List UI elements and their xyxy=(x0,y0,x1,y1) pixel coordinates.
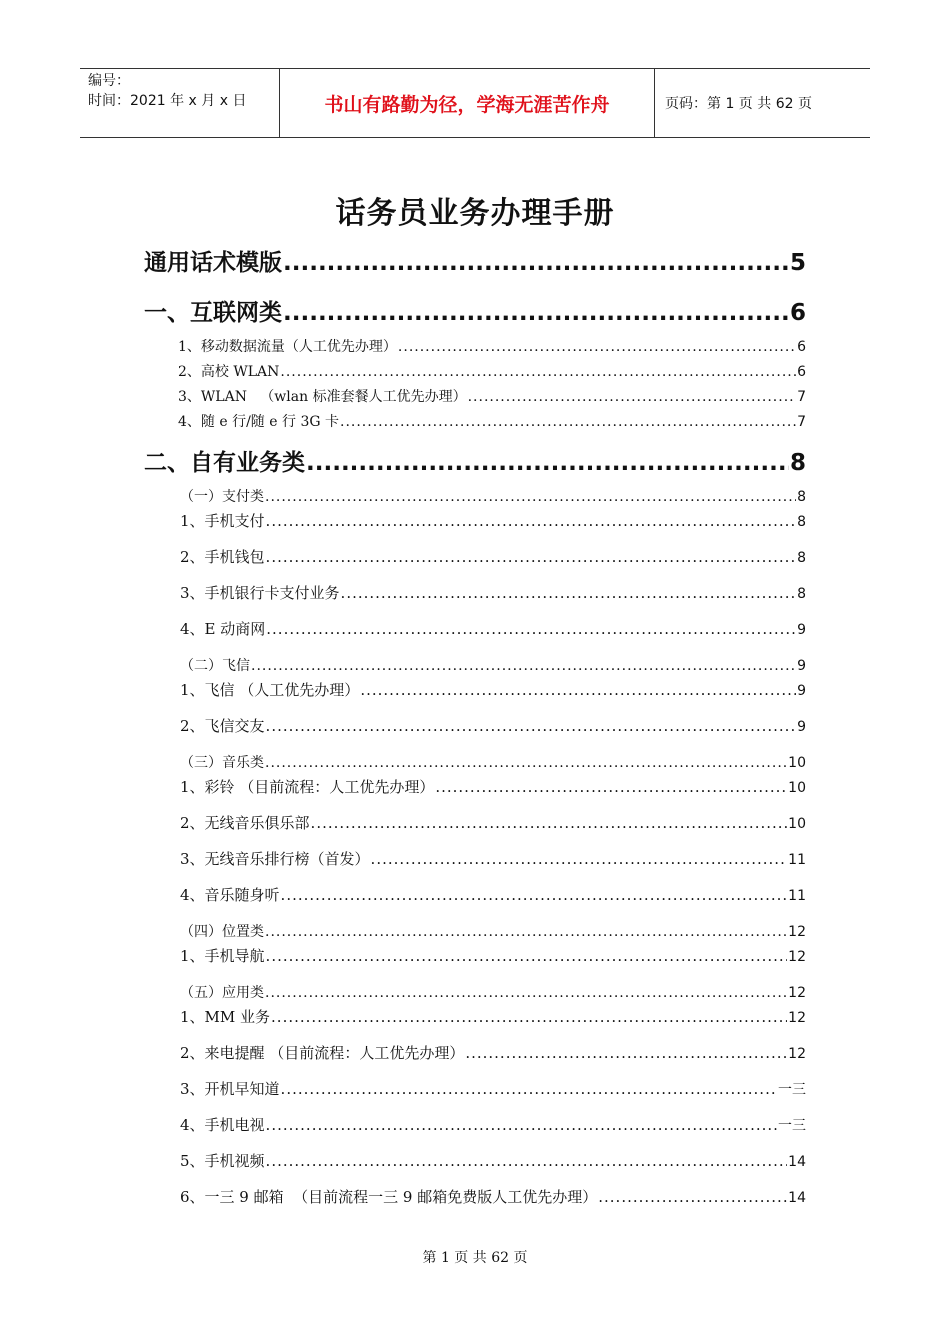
toc-entry-page: 12 xyxy=(788,949,806,965)
toc-entry[interactable] xyxy=(144,444,806,477)
toc-entry[interactable] xyxy=(144,244,806,277)
header-motto: 书山有路勤为径，学海无涯苦作舟 xyxy=(280,69,655,137)
toc-entry-page: 10 xyxy=(788,816,806,832)
toc-entry[interactable] xyxy=(180,1006,806,1027)
toc-entry-page: 9 xyxy=(797,658,806,674)
toc-entry-page: 12 xyxy=(788,924,806,940)
toc-entry-label: 3、无线音乐排行榜（首发） xyxy=(180,850,370,868)
toc-entry[interactable] xyxy=(180,1042,806,1063)
toc-entry-page: 12 xyxy=(788,985,806,1001)
toc-entry-label: 2、飞信交友 xyxy=(180,717,265,735)
toc-entry-page: 11 xyxy=(788,852,806,868)
toc-entry-page: 8 xyxy=(797,550,806,566)
toc-entry-page: 7 xyxy=(797,414,806,430)
document-time: 时间：2021 年 x 月 x 日 xyxy=(88,93,247,109)
toc-entry-label: （二）飞信 xyxy=(180,658,250,674)
toc-entry-page: 7 xyxy=(797,389,806,405)
toc-entry-label: （五）应用类 xyxy=(180,985,264,1001)
toc-entry[interactable] xyxy=(180,1186,806,1207)
toc-entry[interactable] xyxy=(144,294,806,327)
toc-entry-label: 3、开机早知道 xyxy=(180,1080,280,1098)
page-footer: 第 1 页 共 62 页 xyxy=(422,1250,528,1266)
toc-entry-label: 4、音乐随身听 xyxy=(180,886,280,904)
toc-entry[interactable] xyxy=(180,921,806,941)
document-number-label: 编号： xyxy=(88,73,130,89)
toc-entry-page: 14 xyxy=(788,1154,806,1170)
toc-entry[interactable] xyxy=(180,582,806,603)
toc-entry[interactable] xyxy=(180,679,806,700)
toc-entry-page: 9 xyxy=(797,719,806,735)
toc-entry[interactable] xyxy=(178,386,806,406)
header-meta xyxy=(80,69,280,137)
toc-entry-page: 6 xyxy=(797,339,806,355)
toc-entry-page: 12 xyxy=(788,1046,806,1062)
toc-entry[interactable] xyxy=(180,618,806,639)
toc-entry[interactable] xyxy=(180,752,806,772)
document-title: 话务员业务办理手册 xyxy=(335,196,615,231)
page-header xyxy=(80,68,870,138)
toc-entry-label: 1、手机支付 xyxy=(180,512,265,530)
toc-entry[interactable] xyxy=(180,776,806,797)
toc-entry-page: 8 xyxy=(797,586,806,602)
toc-entry-page: 8 xyxy=(797,514,806,530)
toc-entry-page: 9 xyxy=(797,622,806,638)
toc-entry-page: 10 xyxy=(788,780,806,796)
toc-entry[interactable] xyxy=(178,336,806,356)
toc-entry-label: 1、彩铃 （目前流程：人工优先办理） xyxy=(180,778,435,796)
toc-entry[interactable] xyxy=(180,1114,806,1135)
toc-entry[interactable] xyxy=(180,546,806,567)
toc-entry-label: 3、手机银行卡支付业务 xyxy=(180,584,340,602)
toc-entry-page: 10 xyxy=(788,755,806,771)
toc-entry-label: 1、飞信 （人工优先办理） xyxy=(180,681,360,699)
toc-entry[interactable] xyxy=(178,361,806,381)
toc-entry-page: 9 xyxy=(797,683,806,699)
toc-entry-label: 2、高校 WLAN xyxy=(178,364,280,380)
toc-entry[interactable] xyxy=(180,655,806,675)
toc-entry[interactable] xyxy=(180,1078,806,1099)
toc-entry-page: 6 xyxy=(789,300,806,326)
toc-entry[interactable] xyxy=(180,486,806,506)
toc-entry-label: 1、移动数据流量（人工优先办理） xyxy=(178,339,397,355)
toc-entry-page: 11 xyxy=(788,888,806,904)
toc-entry[interactable] xyxy=(180,982,806,1002)
toc-entry-label: （三）音乐类 xyxy=(180,755,264,771)
toc-entry-page: 5 xyxy=(789,250,806,276)
toc-entry-label: 一、互联网类 xyxy=(144,300,282,326)
toc-entry-page: 8 xyxy=(789,450,806,476)
toc-entry-label: 3、WLAN （wlan 标准套餐人工优先办理） xyxy=(178,389,467,405)
toc-entry-label: （一）支付类 xyxy=(180,489,264,505)
toc-entry[interactable] xyxy=(180,848,806,869)
toc-entry-page: 6 xyxy=(797,364,806,380)
toc-entry-label: 6、一三 9 邮箱 （目前流程一三 9 邮箱免费版人工优先办理） xyxy=(180,1188,598,1206)
toc-entry-page: 8 xyxy=(797,489,806,505)
toc-entry-label: 4、手机电视 xyxy=(180,1116,265,1134)
toc-entry[interactable] xyxy=(180,812,806,833)
toc-entry-page: 12 xyxy=(788,1010,806,1026)
toc-entry[interactable] xyxy=(180,1150,806,1171)
toc-entry-label: 二、自有业务类 xyxy=(144,450,305,476)
toc-entry-label: 4、随 e 行/随 e 行 3G 卡 xyxy=(178,414,339,430)
toc-entry[interactable] xyxy=(180,715,806,736)
toc-entry[interactable] xyxy=(178,411,806,431)
toc-entry-page: 一三 xyxy=(778,1118,806,1134)
toc-entry-label: 1、MM 业务 xyxy=(180,1008,271,1026)
header-page-info: 页码：第 1 页 共 62 页 xyxy=(665,96,812,112)
toc-entry-label: 1、手机导航 xyxy=(180,947,265,965)
toc-entry-label: 通用话术模版 xyxy=(144,250,282,276)
toc-entry-page: 一三 xyxy=(778,1082,806,1098)
toc-entry[interactable] xyxy=(180,884,806,905)
toc-entry-label: 5、手机视频 xyxy=(180,1152,265,1170)
toc-entry-label: 2、来电提醒 （目前流程：人工优先办理） xyxy=(180,1044,465,1062)
toc-entry-label: 2、手机钱包 xyxy=(180,548,265,566)
toc-entry-label: （四）位置类 xyxy=(180,924,264,940)
toc-entry[interactable] xyxy=(180,945,806,966)
toc-entry-page: 14 xyxy=(788,1190,806,1206)
toc-entry-label: 4、E 动商网 xyxy=(180,620,266,638)
toc-entry-label: 2、无线音乐俱乐部 xyxy=(180,814,310,832)
toc-entry[interactable] xyxy=(180,510,806,531)
